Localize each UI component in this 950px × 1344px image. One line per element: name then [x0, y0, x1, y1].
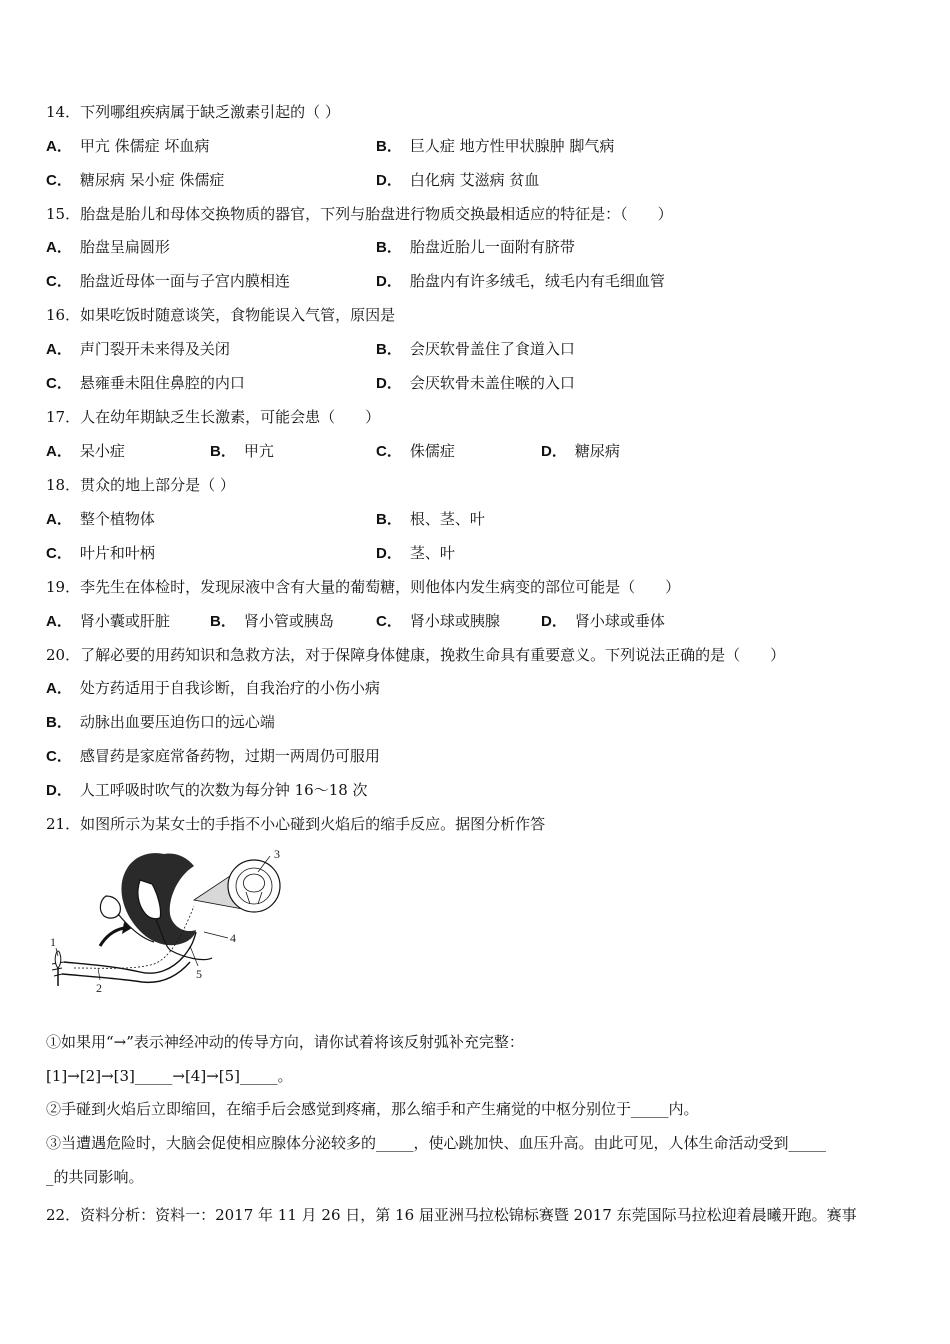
figure-label-1: 1 [50, 935, 56, 949]
figure-label-5: 5 [196, 967, 202, 981]
q16-option-d: D． 会厌软骨未盖住喉的入口 [376, 374, 575, 392]
q21-sub3-line1: ③当遭遇危险时，大脑会促使相应腺体分泌较多的_____，使心跳加快、血压升高。由此可见，人体生命活动受到_____ [46, 1134, 827, 1152]
q16-option-c: C． 悬雍垂未阻住鼻腔的内口 [46, 374, 245, 392]
q19-option-c: C． 肾小球或胰腺 [376, 612, 500, 630]
q16-option-a: A． 声门裂开未来得及关闭 [46, 340, 230, 358]
q17-stem: 17．人在幼年期缺乏生长激素，可能会患（ ） [46, 408, 381, 426]
q19-option-b: B． 肾小管或胰岛 [210, 612, 334, 630]
q17-option-b: B． 甲亢 [210, 442, 274, 460]
q18-option-c: C． 叶片和叶柄 [46, 544, 155, 562]
q18-option-a: A． 整个植物体 [46, 510, 155, 528]
q14-option-d: D． 白化病 艾滋病 贫血 [376, 171, 540, 189]
q18-option-b: B． 根、茎、叶 [376, 510, 485, 528]
q20-option-a: A． 处方药适用于自我诊断，自我治疗的小伤小病 [46, 679, 380, 697]
q21-sub1-chain: [1]→[2]→[3]_____→[4]→[5]_____。 [46, 1067, 293, 1085]
q16-option-b: B． 会厌软骨盖住了食道入口 [376, 340, 575, 358]
q14-option-b: B． 巨人症 地方性甲状腺肿 脚气病 [376, 137, 615, 155]
q21-sub1-prompt: ①如果用“→”表示神经冲动的传导方向，请你试着将该反射弧补充完整： [46, 1033, 524, 1051]
q16-stem: 16．如果吃饭时随意谈笑，食物能误入气管，原因是 [46, 306, 396, 324]
q22-stem: 22．资料分析：资料一：2017 年 11 月 26 日，第 16 届亚洲马拉松锦标赛暨 2017 东莞国际马拉松迎着晨曦开跑。赛事 [46, 1206, 857, 1224]
q19-option-a: A． 肾小囊或肝脏 [46, 612, 170, 630]
q17-option-a: A． 呆小症 [46, 442, 125, 460]
q21-sub2: ②手碰到火焰后立即缩回，在缩手后会感觉到疼痛，那么缩手和产生痛觉的中枢分别位于_____内。 [46, 1100, 699, 1118]
q15-option-b: B． 胎盘近胎儿一面附有脐带 [376, 238, 575, 256]
q15-stem: 15．胎盘是胎儿和母体交换物质的器官，下列与胎盘进行物质交换最相适应的特征是：（ ） [46, 205, 673, 223]
q20-option-c: C． 感冒药是家庭常备药物，过期一两周仍可服用 [46, 747, 380, 765]
q18-option-d: D． 茎、叶 [376, 544, 455, 562]
q17-option-c: C． 侏儒症 [376, 442, 455, 460]
q19-stem: 19．李先生在体检时，发现尿液中含有大量的葡萄糖，则他体内发生病变的部位可能是（ ） [46, 578, 681, 596]
q15-option-d: D． 胎盘内有许多绒毛，绒毛内有毛细血管 [376, 272, 665, 290]
figure-label-4: 4 [230, 931, 236, 945]
q21-sub3-line2: _的共同影响。 [46, 1168, 144, 1186]
q18-stem: 18．贯众的地上部分是（ ） [46, 476, 235, 494]
q20-option-b: B． 动脉出血要压迫伤口的远心端 [46, 713, 275, 731]
q20-option-d: D． 人工呼吸时吹气的次数为每分钟 16～18 次 [46, 781, 368, 799]
figure-label-3: 3 [274, 847, 280, 861]
q14-stem: 14．下列哪组疾病属于缺乏激素引起的（ ） [46, 103, 340, 121]
q21-stem: 21．如图所示为某女士的手指不小心碰到火焰后的缩手反应。据图分析作答 [46, 815, 546, 833]
q15-option-a: A． 胎盘呈扁圆形 [46, 238, 170, 256]
q14-option-c: C． 糖尿病 呆小症 侏儒症 [46, 171, 225, 189]
reflex-arc-illustration [44, 846, 294, 996]
q15-option-c: C． 胎盘近母体一面与子宫内膜相连 [46, 272, 290, 290]
q19-option-d: D． 肾小球或垂体 [541, 612, 665, 630]
q20-stem: 20．了解必要的用药知识和急救方法，对于保障身体健康，挽救生命具有重要意义。下列说法正确的是（ ） [46, 646, 786, 664]
figure-label-2: 2 [96, 981, 102, 995]
q14-option-a: A． 甲亢 侏儒症 坏血病 [46, 137, 210, 155]
q17-option-d: D． 糖尿病 [541, 442, 620, 460]
reflex-arc-figure [44, 846, 294, 996]
